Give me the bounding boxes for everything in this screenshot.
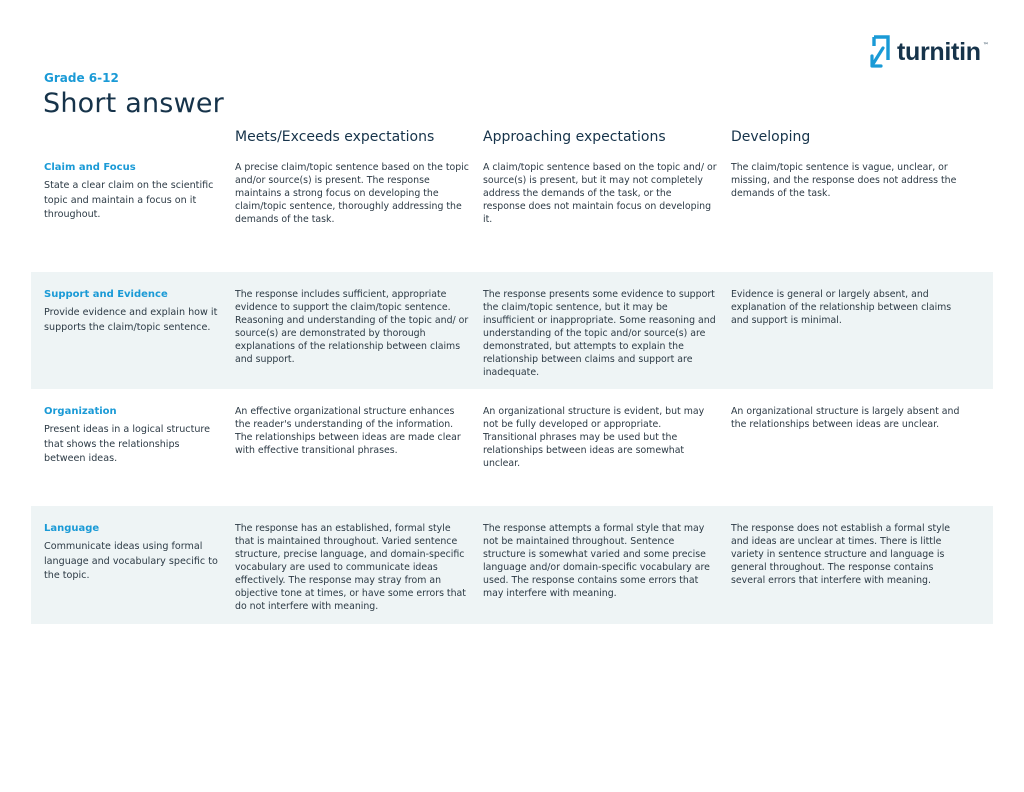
developing-cell: Evidence is general or largely absent, and explanation of the relationship between claims and support is minimal. bbox=[731, 289, 952, 326]
column-header-developing: Developing bbox=[731, 129, 811, 145]
rubric-row-claim bbox=[31, 145, 993, 271]
developing-cell: The response does not establish a formal style and ideas are unclear at times. There is little variety in sentence structure and language is general throughout. The response contains several errors that interfere with meaning. bbox=[731, 523, 951, 586]
meets-cell: The response includes sufficient, appropriate evidence to support the claim/topic sentence. Reasoning and understanding of the topic and/ or source(s) are demonstrated by thorough explanations of the relationship between claims and support. bbox=[235, 289, 469, 365]
column-header-approaching: Approaching expectations bbox=[483, 129, 666, 145]
developing-cell: An organizational structure is largely absent and the relationships between ideas are unclear. bbox=[731, 406, 960, 430]
logo-wordmark: turnitin bbox=[897, 37, 981, 66]
turnitin-arrow-icon bbox=[869, 34, 893, 70]
rubric-row-organization bbox=[31, 389, 993, 506]
rubric-row-language bbox=[31, 506, 993, 624]
page-title: Short answer bbox=[43, 88, 224, 119]
criterion-title: Support and Evidence bbox=[44, 289, 168, 300]
criterion-title: Language bbox=[44, 523, 100, 534]
turnitin-logo bbox=[869, 34, 989, 70]
criterion-description: Communicate ideas using formal language and vocabulary specific to the topic. bbox=[44, 541, 218, 581]
criterion-description: Provide evidence and explain how it supports the claim/topic sentence. bbox=[44, 307, 218, 333]
criterion-description: Present ideas in a logical structure that shows the relationships between ideas. bbox=[44, 424, 211, 464]
criterion-cell bbox=[44, 288, 224, 335]
criterion-description: State a clear claim on the scientific topic and maintain a focus on it throughout. bbox=[44, 180, 214, 220]
approaching-cell: The response attempts a formal style that may not be maintained throughout. Sentence structure is somewhat varied and some precise language and/or domain-specific vocabulary are used. The response contains some errors that may interfere with meaning. bbox=[483, 523, 710, 599]
approaching-cell: The response presents some evidence to support the claim/topic sentence, but it may be insufficient or inappropriate. Some reasoning and understanding of the topic and/or source(s) are demonstrated, but attempts to explain the relationship between claims and support are inadequate. bbox=[483, 289, 716, 378]
criterion-cell bbox=[44, 522, 224, 584]
approaching-cell: A claim/topic sentence based on the topic and/ or source(s) is present, but it may not completely address the demands of the task, or the response does not maintain focus on developing it. bbox=[483, 162, 717, 225]
criterion-title: Claim and Focus bbox=[44, 162, 136, 173]
criterion-cell bbox=[44, 405, 224, 467]
rubric-row-support bbox=[31, 272, 993, 389]
approaching-cell: An organizational structure is evident, but may not be fully developed or appropriate. Transitional phrases may be used but the relationships between ideas are somewhat unclear. bbox=[483, 406, 705, 469]
grade-label: Grade 6-12 bbox=[44, 71, 119, 85]
meets-cell: A precise claim/topic sentence based on the topic and/or source(s) is present. The response maintains a strong focus on developing the claim/topic sentence, thoroughly addressing the demands of the task. bbox=[235, 162, 469, 225]
meets-cell: The response has an established, formal style that is maintained throughout. Varied sentence structure, precise language, and domain-specific vocabulary are used to communicate ideas effectively. The response may stray from an objective tone at times, or have some errors that do not interfere with meaning. bbox=[235, 523, 466, 612]
developing-cell: The claim/topic sentence is vague, unclear, or missing, and the response does not address the demands of the task. bbox=[731, 162, 957, 199]
meets-cell: An effective organizational structure enhances the reader's understanding of the information. The relationships between ideas are made clear with effective transitional phrases. bbox=[235, 406, 461, 456]
criterion-cell bbox=[44, 161, 224, 223]
logo-trademark: ™ bbox=[982, 41, 989, 49]
column-header-meets: Meets/Exceeds expectations bbox=[235, 129, 435, 145]
criterion-title: Organization bbox=[44, 406, 117, 417]
